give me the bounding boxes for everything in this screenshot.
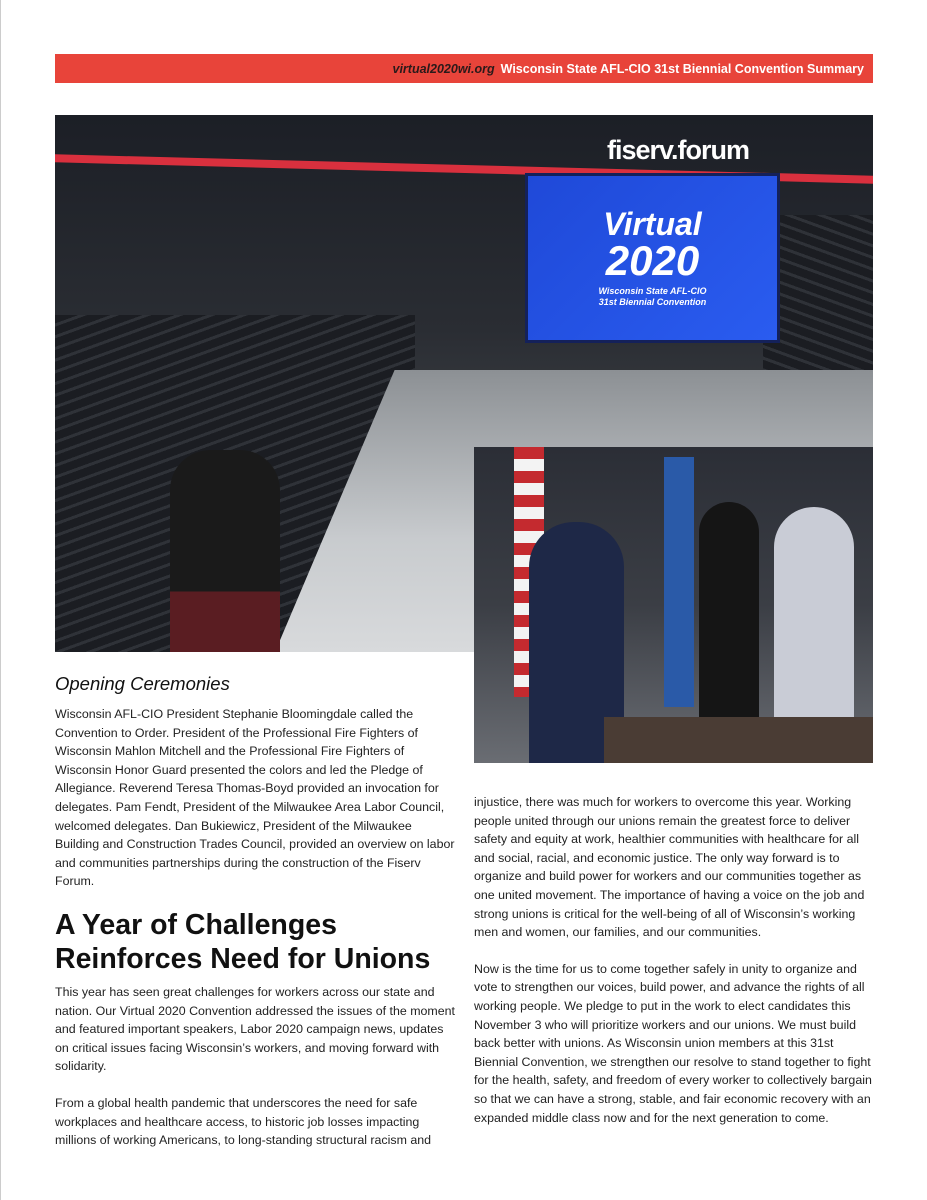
- arena-logo: fiserv.forum: [607, 135, 750, 165]
- site-url[interactable]: virtual2020wi.org: [392, 61, 495, 76]
- opening-ceremonies-body: Wisconsin AFL-CIO President Stephanie Bloomingdale called the Convention to Order. President of the Professional Fire Fighters of Wisconsin Mahlon Mitchell and the Professional Fire Fighters of Wisconsin Honor Guard presented the colors and led the Pledge of Allegiance. Reverend Teresa Thomas-Boyd provided an invocation for delegates. Pam Fendt, President of the Milwaukee Area Labor Council, welcomed delegates. Dan Bukiewicz, President of the Milwaukee Building and Construction Trades Council, provided an overview on labor and communities partnerships during the construction of the Fiserv Forum.: [55, 707, 455, 889]
- article-heading: A Year of Challenges Reinforces Need for Unions: [55, 909, 431, 975]
- scoreboard-screen: [525, 173, 780, 343]
- screen-org: Wisconsin State AFL-CIO: [598, 286, 707, 296]
- article-paragraph: injustice, there was much for workers to overcome this year. Working people united through our unions remain the greatest force to deliver safety and equity at work, healthier communities with healthcare for all and social, racial, and economic justice. The only way forward is to organize and build power for workers and our communities together as one united movement. The importance of having a voice on the job and strong unions is critical for the well-being of all of Wisconsin’s working men and women, our families, and our communities.: [474, 795, 865, 940]
- article-paragraph: From a global health pandemic that underscores the need for safe workplaces and healthcare access, to historic job losses impacting millions of working Americans, to long-standing structural racism and: [55, 1095, 432, 1148]
- state-flag: [664, 457, 694, 707]
- screen-year: 2020: [605, 237, 700, 284]
- honor-guard-photo: [474, 447, 873, 763]
- article-paragraph: This year has seen great challenges for workers across our state and nation. Our Virtual 2020 Convention addressed the issues of the moment and featured important speakers, Labor 2020 campaign news, updates on critical issues facing Wisconsin’s workers, and moving forward with solidarity.: [55, 985, 455, 1074]
- screen-virtual: Virtual: [603, 206, 702, 242]
- screen-event: 31st Biennial Convention: [598, 297, 707, 307]
- left-column: [55, 983, 455, 1168]
- bagpiper: [170, 450, 280, 652]
- header-title: Wisconsin State AFL-CIO 31st Biennial Convention Summary: [500, 61, 864, 76]
- desk: [604, 717, 873, 763]
- article-paragraph: Now is the time for us to come together safely in unity to organize and vote to strengthen our voices, build power, and advance the rights of all working people. We pledge to put in the work to elect candidates this November 3 who will prioritize workers and our unions. We must build back better with unions. As Wisconsin union members at this 31st Biennial Convention, we strengthen our resolve to stand together to fight for the health, safety, and freedom of every worker to collectively bargain so that we can have a strong, stable, and fair economic recovery with an expanded middle class now and for the next generation to come.: [474, 961, 872, 1125]
- right-column: [474, 793, 876, 1145]
- opening-ceremonies-subhead: Opening Ceremonies: [55, 673, 230, 694]
- header-banner: [55, 54, 873, 83]
